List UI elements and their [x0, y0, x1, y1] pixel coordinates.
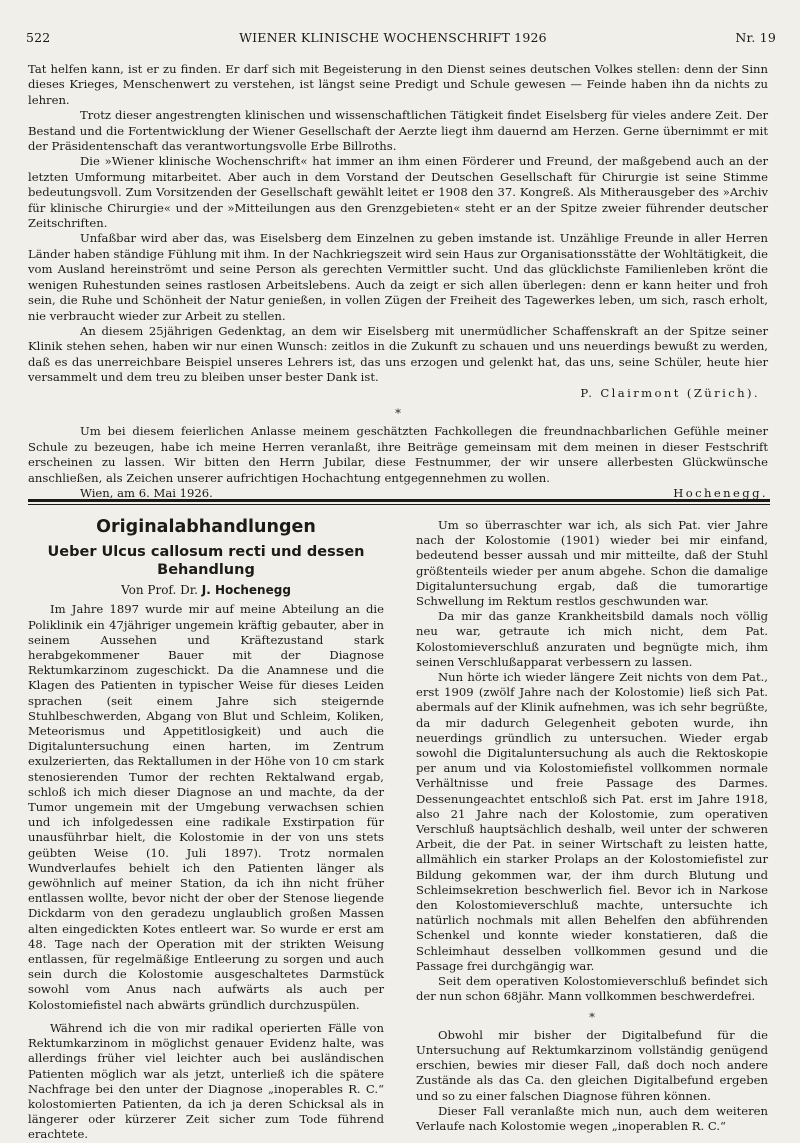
paragraph: Nun hörte ich wieder längere Zeit nichts von dem Pat., erst 1909 (zwölf Jahre nach der Kolostomie) ließ sich Pat. abermals auf der Klinik aufnehmen, was ich sehr begrüßte, da mir dadurch Gelegenheit geboten wurde, ihn neuerdings gründlich zu untersuchen. Wieder ergab sowohl die Digitaluntersuchung als auch die Rektoskopie per anum und via Kolostomiefistel vollkommen normale Verhältnisse und freie Passage des Darmes. Dessenungeachtet entschloß sich Pat. erst im Jahre 1918, also 21 Jahre nach der Kolostomie, zum operativen Verschluß hauptsächlich deshalb, weil unter der schweren Arbeit, die der Pat. in seiner Wirtschaft zu leisten hatte, allmählich ein starker Prolaps an der Kolostomiefistel zur Bildung gekommen war, der ihm durch Blutung und Schleimsekretion beschwerlich fiel. Bevor ich in Narkose den Kolostomieverschluß machte, untersuchte ich natürlich nochmals mit allen Behelfen den abführenden Schenkel und konnte wieder konstatieren, daß die Schleimhaut desselben vollkommen gesund und die Passage frei durchgängig war.	[416, 670, 768, 973]
tribute-text	[28, 62, 768, 501]
paragraph: Die »Wiener klinische Wochenschrift« hat immer an ihm einen Förderer und Freund, der maßgebend auch an der letzten Umformung mitarbeitet. Aber auch in dem Vorstand der Deutschen Gesellschaft für Chirurgie ist seine Stimme bedeutungsvoll. Zum Vorsitzenden der Gesellschaft gewählt leitet er 1908 den 37. Kongreß. Als Mitherausgeber des »Archiv für klinische Chirurgie« und der »Mitteilungen aus den Grenzgebieten« steht er an der Spitze zweier führender deutscher Zeitschriften.	[28, 154, 768, 231]
article-right-column	[416, 518, 768, 1134]
signature-line	[28, 386, 768, 401]
byline-prefix: Von Prof. Dr.	[121, 583, 198, 598]
paragraph: Obwohl mir bisher der Digitalbefund für die Untersuchung auf Rektumkarzinom vollständig genügend erschien, bewies mir dieser Fall, daß doch noch andere Zustände als das Ca. den gleichen Digitalbefund ergeben und so zu einer falschen Diagnose führen können.	[416, 1027, 768, 1103]
date-line: Wien, am 6. Mai 1926.	[80, 485, 213, 500]
paragraph: Da mir das ganze Krankheitsbild damals noch völlig neu war, getraute ich mich nicht, dem Pat. Kolostomieverschluß anzuraten und begnügte mich, ihm seinen Verschlußapparat verbessern zu lassen.	[416, 609, 768, 669]
issue-number: Nr. 19	[735, 30, 776, 45]
paragraph: An diesem 25jährigen Gedenktag, an dem wir Eiselsberg mit unermüdlicher Schaffenskraft an der Spitze seiner Klinik stehen sehen, haben wir nur einen Wunsch: zeitlos in die Zukunft zu schauen und uns neuerdings bewußt zu werden, daß es das unerreichbare Beispiel unseres Lehrers ist, das uns erzogen und gelenkt hat, das uns, seine Schüler, heute hier versammelt und dem treu zu bleiben unser bester Dank ist.	[28, 323, 768, 385]
journal-title: WIENER KLINISCHE WOCHENSCHRIFT 1926	[239, 30, 547, 45]
article-title: Ueber Ulcus callosum recti und dessen Behandlung	[47, 544, 365, 579]
divider-thin	[28, 504, 770, 505]
paragraph: Tat helfen kann, ist er zu finden. Er darf sich mit Begeisterung in den Dienst seines deutschen Volkes stellen: denn der Sinn dieses Krieges, Menschenwert zu verstehen, ist längst seine Predigt und Schule gewesen — Feinde haben ihn da nichts zu lehren.	[28, 62, 768, 107]
signature-hochenegg: Hochenegg.	[673, 485, 768, 500]
page-number: 522	[26, 30, 51, 45]
paragraph: Um bei diesem feierlichen Anlasse meinem geschätzten Fachkollegen die freundnachbarlichen Gefühle meiner Schule zu bezeugen, habe ich meine Herren veranlaßt, ihre Beiträge gemeinsam mit dem meinen in dieser Festschrift erscheinen zu lassen. Wir bitten den Herrn Jubilar, diese Festnummer, der wir unsere allerbesten Glückwünsche anschließen, als Zeichen unserer aufrichtigen Hochachtung entgegennehmen zu wollen.	[28, 424, 768, 485]
section-star: *	[589, 1009, 595, 1024]
section-star: *	[395, 405, 401, 420]
author-name: J. Hochenegg	[201, 583, 291, 598]
paragraph: Trotz dieser angestrengten klinischen und wissenschaftlichen Tätigkeit findet Eiselsberg für vieles andere Zeit. Der Bestand und die Fortentwicklung der Wiener Gesellschaft der Aerzte liegt ihm dauernd am Herzen. Gerne übernimmt er mit der Präsidentenschaft das verantwortungsvolle Erbe Billroths.	[28, 108, 768, 154]
paragraph: Dieser Fall veranlaßte mich nun, auch dem weiteren Verlaufe nach Kolostomie wegen „inoperablen R. C.“	[416, 1103, 768, 1133]
running-header	[26, 30, 776, 48]
paragraph: Im Jahre 1897 wurde mir auf meine Abteilung an die Poliklinik ein 47jähriger ungemein kräftig gebauter, aber in seinem Aussehen und Kräftezustand stark herabgekommener Bauer mit der Diagnose Rektumkarzinom zugeschickt. Da die Anamnese und die Klagen des Patienten in typischer Weise für dieses Leiden sprachen (seit einem Jahre sich steigernde Stuhlbeschwerden, Abgang von Blut und Schleim, Koliken, Meteorismus und Appetitlosigkeit) und auch die Digitaluntersuchung einen harten, im Zentrum exulzerierten, das Rektallumen in der Höhe von 10 cm stark stenosierenden Tumor der rechten Rektalwand ergab, schloß ich mich dieser Diagnose an und machte, da der Tumor ungemein mit der Umgebung verwachsen schien und ich infolgedessen eine radikale Exstirpation für unausführbar hielt, die Kolostomie in der von uns stets geübten Weise (10. Juli 1897). Trotz normalen Wundverlaufes behielt ich den Patienten länger als gewöhnlich auf meiner Station, da ich ihn nicht früher entlassen wollte, bevor nicht der ober der Stenose liegende Dickdarm von den geradezu unglaublich großen Massen alten eingedickten Kotes entleert war. So wurde er erst am 48. Tage nach der Operation mit der strikten Weisung entlassen, für regelmäßige Entleerung zu sorgen und auch sein durch die Kolostomie ausgeschaltetes Darmstück sowohl vom Anus nach aufwärts als auch per Kolostomiefistel nach abwärts gründlich durchzuspülen.	[28, 602, 384, 1012]
signature-clairmont: P. Clairmont (Zürich).	[580, 385, 760, 400]
paragraph: Unfaßbar wird aber das, was Eiselsberg dem Einzelnen zu geben imstande ist. Unzählige Freunde in aller Herren Länder haben ständige Fühlung mit ihm. In der Nachkriegszeit wird sein Haus zur Organisationsstätte der Wohltätigkeit, die vom Ausland hereinströmt und seine Person als gerechten Vermittler sucht. Und das glücklichste Familienleben krönt die wenigen Ruhestunden seines rastlosen Arbeitslebens. Auch da zeigt er sich allen überlegen: denn er kann heiter und froh sein, die Ruhe und Schönheit der Natur genießen, in vollen Zügen der Freiheit des Tagewerkes leben, um sich, rasch erholt, nie verbraucht wieder zur Arbeit zu stellen.	[28, 231, 768, 323]
section-title: Originalabhandlungen	[96, 517, 316, 537]
article-left-column	[28, 518, 384, 1143]
byline	[28, 583, 384, 598]
paragraph: Um so überraschter war ich, als sich Pat. vier Jahre nach der Kolostomie (1901) wieder bei mir einfand, bedeutend besser aussah und mir mitteilte, daß der Stuhl größtenteils wieder per anum abgehe. Schon die damalige Digitaluntersuchung ergab, daß die tumorartige Schwellung im Rektum restlos geschwunden war.	[416, 518, 768, 609]
divider-thick	[28, 499, 770, 502]
paragraph: Seit dem operativen Kolostomieverschluß befindet sich der nun schon 68jähr. Mann vollkommen beschwerdefrei.	[416, 974, 768, 1004]
paragraph: Während ich die von mir radikal operierten Fälle von Rektumkarzinom in möglichst genauer Evidenz halte, was allerdings früher viel leichter auch bei ausländischen Patienten möglich war als jetzt, unterließ ich die spätere Nachfrage bei den unter der Diagnose „inoperables R. C.“ kolostomierten Patienten, da ich ja deren Schicksal als in längerer oder kürzerer Zeit sicher zum Tode führend erachtete.	[28, 1020, 384, 1142]
